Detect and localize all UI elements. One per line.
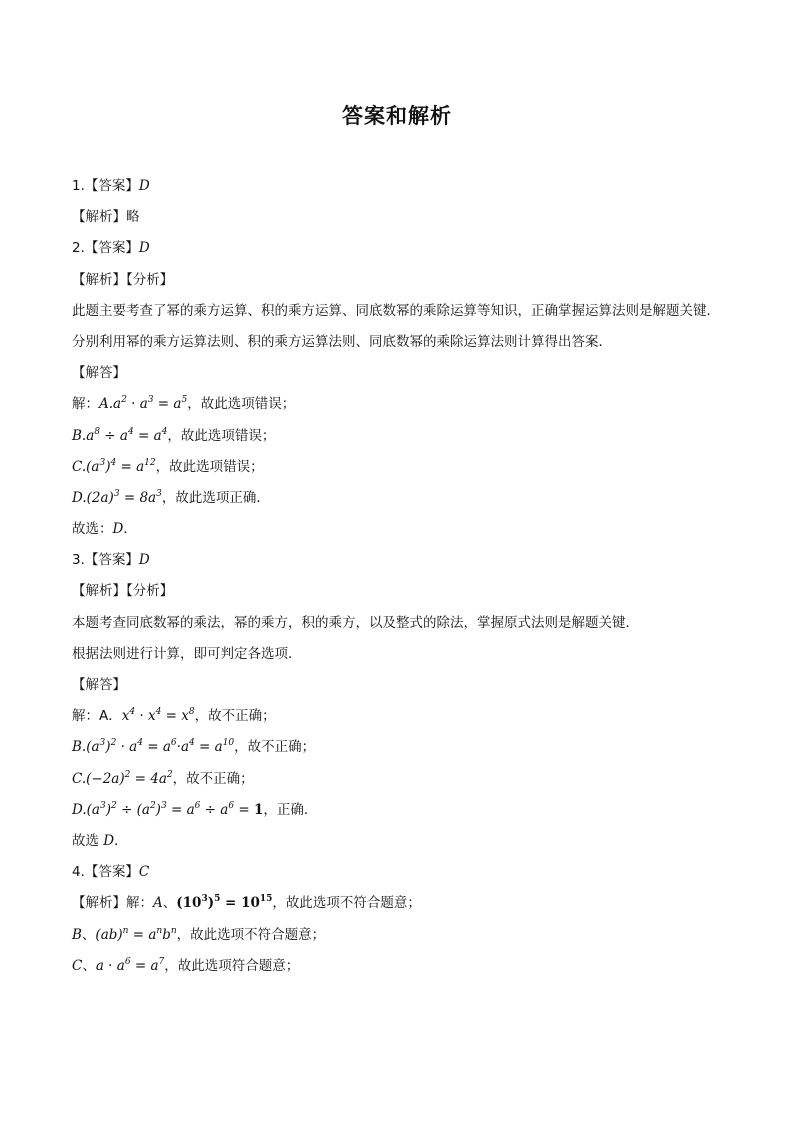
- q2-conclusion: [72, 514, 732, 545]
- q2-analysis-paragraph-2: 分别利用幂的乘方运算法则、积的乘方运算法则、同底数幂的乘除运算法则计算得出答案．: [72, 333, 612, 350]
- q2-option-c-formula: $(a^3)^4 = a^{12}$: [86, 457, 156, 475]
- page-title: 答案和解析: [342, 104, 452, 128]
- q3-answer-line: [72, 545, 732, 576]
- q2-option-b-label: B.: [72, 427, 87, 444]
- q3-option-b: [72, 732, 732, 763]
- q2-option-d-verdict: ，故此选项正确．: [161, 489, 270, 506]
- q3-option-c-formula: $(-2a)^2 = 4a^2$: [86, 769, 173, 787]
- q3-analysis-paragraph-1: 本题考查同底数幂的乘法，幂的乘方，积的乘方，以及整式的除法，掌握原式法则是解题关键．: [72, 614, 639, 631]
- q2-answer-letter: D: [138, 240, 150, 257]
- q3-analysis-paragraph-2: 根据法则进行计算，即可判定各选项．: [72, 645, 302, 662]
- q3-option-d-label: D.: [72, 801, 87, 818]
- q2-option-c: [72, 452, 732, 483]
- q4-answer-line: [72, 857, 732, 888]
- q2-analysis-paragraph-1: 此题主要考查了幂的乘方运算、积的乘方运算、同底数幂的乘除运算等知识，正确掌握运算法则是解题关键．: [72, 302, 720, 319]
- q2-option-d-label: D.: [72, 489, 87, 506]
- q4-option-b-formula: $(ab)^n = a^nb^n$: [95, 925, 177, 943]
- q2-answer-line: [72, 233, 732, 264]
- q4-option-a: [72, 888, 732, 919]
- q4-option-c-label: C: [72, 957, 83, 974]
- q2-option-b: [72, 421, 732, 452]
- q3-option-a-formula: $x^4 \cdot x^4 = x^8$: [121, 707, 195, 725]
- q3-answer-prefix: 3.【答案】: [72, 552, 139, 569]
- q2-option-c-verdict: ，故此选项错误；: [155, 458, 264, 475]
- q3-option-c-verdict: ，故不正确；: [172, 770, 254, 787]
- q2-answer-prefix: 2.【答案】: [72, 240, 139, 257]
- q2-conclusion-letter: D: [112, 521, 124, 538]
- q3-option-a-label: 解：A．: [72, 708, 122, 725]
- q2-option-a: [72, 389, 732, 420]
- q1-analysis-line: 【解析】略: [72, 209, 140, 226]
- q3-option-c-label: C.: [72, 770, 87, 787]
- q2-option-d: [72, 483, 732, 514]
- q3-conclusion: [72, 826, 732, 857]
- q3-option-a-verdict: ，故不正确；: [194, 708, 276, 725]
- q2-option-c-label: C.: [72, 458, 87, 475]
- q4-option-a-label: A: [153, 895, 163, 912]
- q4-option-b: [72, 920, 732, 951]
- q1-answer-line: [72, 171, 732, 202]
- q2-option-a-label: A.: [99, 396, 114, 413]
- q3-option-d-verdict: ，正确．: [263, 801, 318, 818]
- q2-conclusion-suffix: ．: [123, 521, 137, 538]
- q3-option-b-label: B.: [72, 739, 87, 756]
- q4-option-c-verdict: ，故此选项符合题意；: [164, 957, 300, 974]
- q2-option-b-verdict: ，故此选项错误；: [167, 427, 276, 444]
- q3-conclusion-letter: D: [103, 832, 115, 849]
- q2-option-a-verdict: ，故此选项错误；: [187, 396, 296, 413]
- q3-conclusion-suffix: ．: [114, 832, 128, 849]
- q4-option-b-verdict: ，故此选项不符合题意；: [176, 926, 326, 943]
- q2-conclusion-prefix: 故选：: [72, 521, 113, 538]
- q2-solution-heading: 【解答】: [72, 365, 126, 382]
- q4-answer-prefix: 4.【答案】: [72, 864, 139, 881]
- q4-option-c: [72, 951, 732, 982]
- q3-answer-letter: D: [138, 552, 150, 569]
- q3-option-c: [72, 764, 732, 795]
- q3-analysis-heading: 【解析】【分析】: [72, 583, 174, 600]
- answer-content: [72, 171, 732, 982]
- q3-option-b-formula: $(a^3)^2 \cdot a^4 = a^6\cdot a^4 = a^{10}$: [86, 738, 235, 756]
- q1-answer-prefix: 1.【答案】: [72, 178, 139, 194]
- q4-option-a-sep: 、: [162, 895, 177, 912]
- q4-option-c-formula: $a \cdot a^6 = a^7$: [95, 956, 165, 974]
- q3-conclusion-prefix: 故选: [72, 832, 104, 849]
- q3-option-d-formula: $(a^3)^2 \div (a^2)^3 = a^6 \div a^6 = 1$: [86, 800, 264, 818]
- q3-option-d: [72, 795, 732, 826]
- q4-option-b-label: B: [72, 926, 82, 943]
- q4-answer-letter: C: [138, 864, 150, 881]
- q4-analysis-prefix: 【解析】解：: [72, 895, 153, 912]
- q2-analysis-heading: 【解析】【分析】: [72, 271, 174, 288]
- q4-option-c-sep: 、: [82, 957, 96, 974]
- q2-option-b-formula: $a^8 \div a^4 = a^4$: [86, 426, 168, 444]
- q3-option-b-verdict: ，故不正确；: [234, 739, 316, 756]
- q2-solution-prefix: 解：: [72, 396, 99, 413]
- q2-option-a-formula: $a^2 \cdot a^3 = a^5$: [113, 395, 188, 413]
- q4-option-b-sep: 、: [81, 926, 96, 943]
- q3-option-a: [72, 701, 732, 732]
- q3-solution-heading: 【解答】: [72, 677, 126, 694]
- q1-answer-letter: D: [138, 178, 150, 194]
- q2-option-d-formula: $(2a)^3 = 8a^3$: [86, 488, 162, 506]
- q4-option-a-verdict: ，故此选项不符合题意；: [272, 895, 421, 912]
- q4-option-a-formula: $(10^3)^5 = 10^{15}$: [176, 894, 273, 912]
